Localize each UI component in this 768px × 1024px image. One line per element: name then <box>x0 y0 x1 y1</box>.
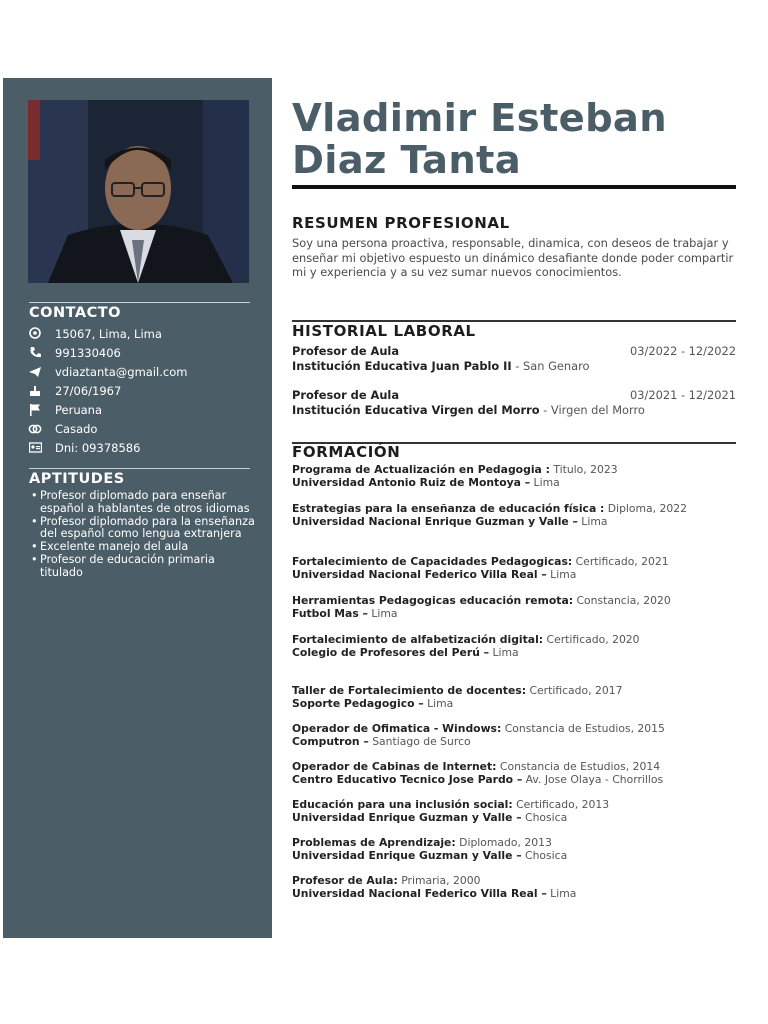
send-icon <box>27 365 43 378</box>
contact-heading: CONTACTO <box>29 305 121 321</box>
sidebar <box>3 78 272 938</box>
job-dates: 03/2022 - 12/2022 <box>630 344 736 358</box>
contact-marital-status-text: Casado <box>55 421 98 436</box>
contact-email-text: vdiaztanta@gmail.com <box>55 364 188 379</box>
name-rule <box>292 185 736 189</box>
id-card-icon <box>27 441 43 454</box>
contact-id-text: Dni: 09378586 <box>55 440 141 455</box>
education-entry: Programa de Actualización en Pedagogia : Titulo, 2023 Universidad Antonio Ruiz de Montoya – Lima <box>292 463 618 489</box>
summary-text: Soy una persona proactiva, responsable, dinamica, con deseos de trabajar y enseñar mi objetivo espuesto un dinámico desafiante donde poder compartir mi y experiencia y a su vez sumar nuevos conocimientos. <box>292 236 734 279</box>
job-entry <box>292 388 736 418</box>
rings-icon <box>27 422 43 435</box>
education-entry: Profesor de Aula: Primaria, 2000 Universidad Nacional Federico Villa Real – Lima <box>292 874 577 900</box>
birthday-cake-icon <box>27 384 43 397</box>
profile-photo-image <box>28 100 249 283</box>
contact-birthdate <box>27 381 257 400</box>
contact-list <box>27 324 257 457</box>
work-heading: HISTORIAL LABORAL <box>292 322 476 340</box>
list-item: • Profesor diplomado para enseñar español a hablantes de otros idiomas <box>31 489 250 515</box>
job-role: Profesor de Aula <box>292 388 400 402</box>
education-entry: Educación para una inclusión social: Certificado, 2013 Universidad Enrique Guzman y Valle – Chosica <box>292 798 610 824</box>
phone-icon <box>27 346 43 359</box>
job-dates: 03/2021 - 12/2021 <box>630 388 736 402</box>
contact-address-text: 15067, Lima, Lima <box>55 326 162 341</box>
education-entry: Taller de Fortalecimiento de docentes: Certificado, 2017 Soporte Pedagogico – Lima <box>292 684 623 710</box>
name-line-2: Diaz Tanta <box>292 138 522 183</box>
summary-heading: RESUMEN PROFESIONAL <box>292 214 510 232</box>
contact-nationality <box>27 400 257 419</box>
education-entry: Fortalecimiento de alfabetización digital: Certificado, 2020 Colegio de Profesores del Perú – Lima <box>292 633 640 659</box>
contact-rule <box>29 302 250 303</box>
skills-heading: APTITUDES <box>29 471 125 487</box>
list-item: • Profesor diplomado para la enseñanza del español como lengua extranjera <box>31 514 255 541</box>
contact-birthdate-text: 27/06/1967 <box>55 383 122 398</box>
contact-marital-status <box>27 419 257 438</box>
education-entry: Problemas de Aprendizaje: Diplomado, 2013 Universidad Enrique Guzman y Valle – Chosica <box>292 836 568 862</box>
education-entry: Herramientas Pedagogicas educación remota: Constancia, 2020 Futbol Mas – Lima <box>292 594 671 620</box>
contact-phone-text: 991330406 <box>55 345 121 360</box>
education-entry: Operador de Ofimatica - Windows: Constancia de Estudios, 2015 Computron – Santiago de Surco <box>292 722 665 748</box>
education-entry: Fortalecimiento de Capacidades Pedagogicas: Certificado, 2021 Universidad Nacional Federico Villa Real – Lima <box>292 555 669 581</box>
list-item: • Excelente manejo del aula <box>31 540 189 554</box>
education-entry: Estrategias para la enseñanza de educación física : Diploma, 2022 Universidad Nacional Enrique Guzman y Valle – Lima <box>292 502 688 528</box>
contact-address <box>27 324 257 343</box>
job-location: - San Genaro <box>511 359 590 373</box>
education-heading: FORMACIÓN <box>292 443 401 461</box>
job-entry <box>292 344 736 374</box>
skills-rule <box>29 468 250 469</box>
flag-icon <box>27 403 43 416</box>
candidate-name <box>292 98 737 182</box>
name-line-1: Vladimir Esteban <box>292 96 667 141</box>
job-institution: Institución Educativa Virgen del Morro <box>292 403 540 417</box>
contact-phone <box>27 343 257 362</box>
profile-photo <box>28 100 249 283</box>
list-item: • Profesor de educación primaria titulado <box>31 552 215 579</box>
job-institution: Institución Educativa Juan Pablo II <box>292 359 512 373</box>
contact-email <box>27 362 257 381</box>
location-icon <box>27 327 43 340</box>
contact-nationality-text: Peruana <box>55 402 102 417</box>
job-location: - Virgen del Morro <box>539 403 645 417</box>
education-entry: Operador de Cabinas de Internet: Constancia de Estudios, 2014 Centro Educativo Tecnico Jose Pardo – Av. Jose Olaya - Chorrillos <box>292 760 664 786</box>
job-role: Profesor de Aula <box>292 344 400 358</box>
contact-id <box>27 438 257 457</box>
skills-list <box>31 490 256 580</box>
